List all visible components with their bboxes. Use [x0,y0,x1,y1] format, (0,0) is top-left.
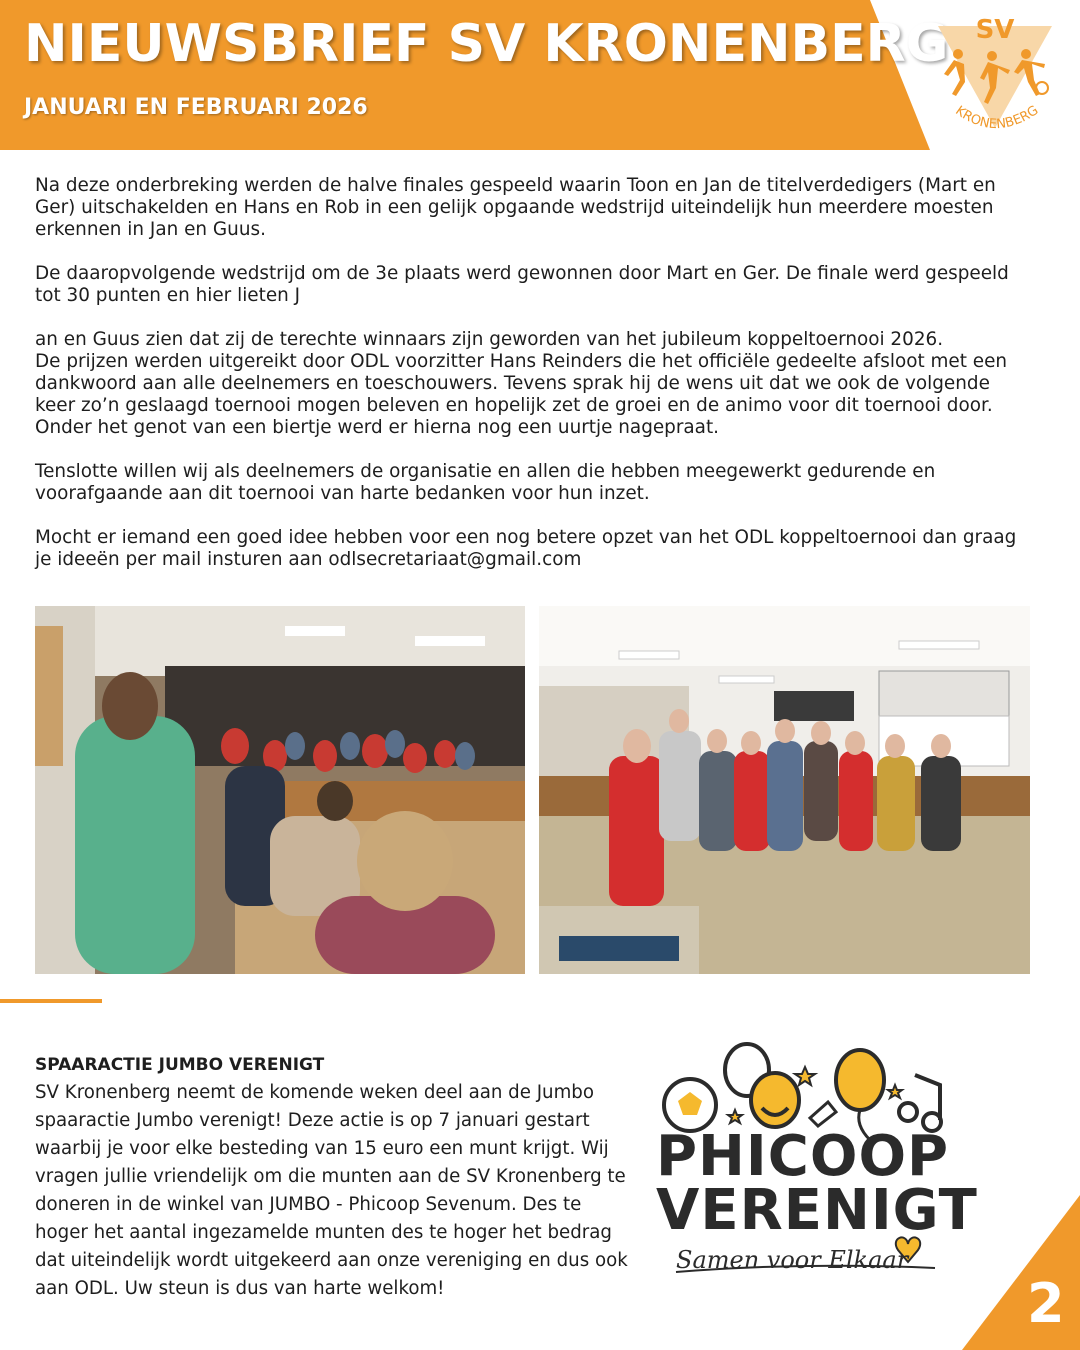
phicoop-tagline: Samen voor Elkaar [676,1246,909,1274]
newsletter-subtitle: JANUARI EN FEBRUARI 2026 [24,95,368,120]
article-text [35,175,1035,593]
page-number: 2 [1027,1272,1065,1335]
newsletter-title: NIEUWSBRIEF SV KRONENBERG [24,14,949,74]
section-divider [0,999,102,1003]
article-paragraph: an en Guus zien dat zij de terechte winnaars zijn geworden van het jubileum koppeltoernooi 2026. [35,329,944,350]
sv-kronenberg-logo [930,8,1060,143]
article-paragraph: De prijzen werden uitgereikt door ODL voorzitter Hans Reinders die het officiële gedeelte afsloot met een dankwoord aan alle deelnemers en toeschouwers. Tevens sprak hij de wens uit dat we ook de volgende keer zo’n geslaagd toernooi mogen beleven en hopelijk zet de groei en de animo voor dit toernooi door. Onder het genot van een biertje werd er hierna nog een uurtje nagepraat. [35,351,1008,438]
spaaractie-body: SV Kronenberg neemt de komende weken deel aan de Jumbo spaaractie Jumbo verenigt! Deze actie is op 7 januari gestart waarbij je voor elke besteding van 15 euro een munt krijgt. Wij vragen jullie vriendelijk om die munten aan de SV Kronenberg te doneren in de winkel van JUMBO - Phicoop Sevenum. Des te hoger het aantal ingezamelde munten des te hoger het bedrag dat uiteindelijk wordt uitgekeerd aan onze vereniging en dus ook aan ODL. Uw steun is dus van harte welkom! [35,1082,628,1299]
photo-audience [35,606,525,974]
phicoop-line-2: VERENIGT [656,1178,978,1243]
article-paragraph: Mocht er iemand een goed idee hebben voor een nog betere opzet van het ODL koppeltoernooi dan graag je ideeën per mail insturen aan odlsecretariaat@gmail.com [35,527,1017,570]
logo-text-bottom: KRONENBERG [952,103,1042,133]
spaaractie-title: SPAARACTIE JUMBO VERENIGT [35,1055,325,1075]
phicoop-line-1: PHICOOP [656,1124,950,1189]
article-paragraph: Na deze onderbreking werden de halve finales gespeeld waarin Toon en Jan de titelverdedigers (Mart en Ger) uitschakelden en Hans en Rob in een gelijk opgaande wedstrijd uiteindelijk hun meerdere moesten erkennen in Jan en Guus. [35,175,996,240]
logo-text-top: SV [975,15,1015,45]
article-paragraph: Tenslotte willen wij als deelnemers de organisatie en allen die hebben meegewerkt gedurende en voorafgaande aan dit toernooi van harte bedanken voor hun inzet. [35,461,936,504]
article-paragraph: De daaropvolgende wedstrijd om de 3e plaats werd gewonnen door Mart en Ger. De finale werd gespeeld tot 30 punten en hier lieten J [35,263,1009,306]
photo-prize-ceremony [539,606,1030,974]
